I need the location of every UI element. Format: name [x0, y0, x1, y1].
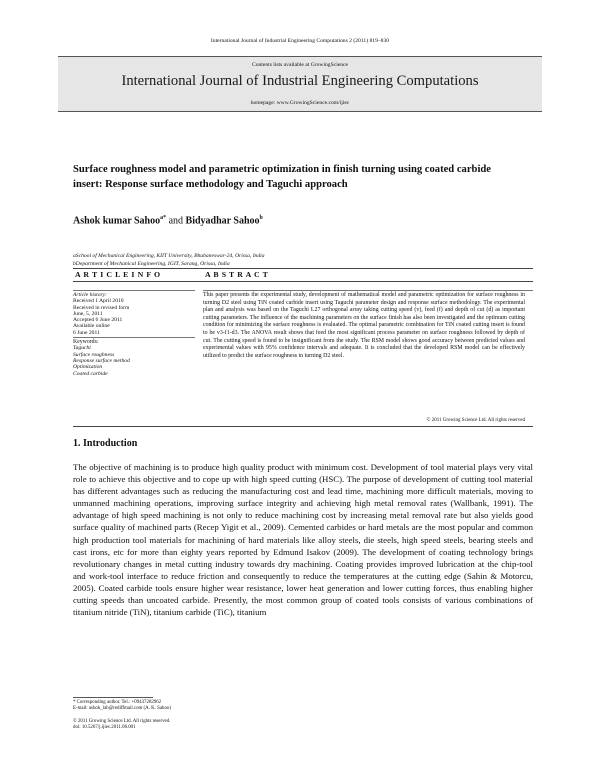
author-1-marker: a*: [160, 215, 167, 221]
paper-title-line-1: Surface roughness model and parametric optimization in finish turning using coated carbide: [73, 164, 491, 175]
divider: [203, 290, 533, 291]
history-line: Available online: [73, 323, 110, 330]
divider: [73, 426, 533, 427]
keywords-label: Keywords:: [73, 339, 99, 346]
article-history-label: Article history:: [73, 292, 108, 298]
keyword: Taguchi: [73, 345, 91, 352]
paper-title-line-2: insert: Response surface methodology and Taguchi approach: [73, 179, 348, 190]
authors: [73, 215, 263, 226]
article-info-heading: A R T I C L E I N F O: [75, 270, 161, 279]
doi-link[interactable]: doi: 10.5267/j.ijiec.2011.06.001: [73, 725, 136, 730]
abstract-heading: A B S T R A C T: [205, 270, 269, 279]
footnote-divider: [73, 697, 153, 698]
history-line: June, 5, 2011: [73, 310, 103, 317]
keyword: Coated carbide: [73, 370, 108, 377]
author-2: Bidyadhar Sahoo: [185, 215, 260, 227]
journal-homepage-link[interactable]: homepage: www.GrowingScience.com/ijiec: [250, 100, 350, 106]
divider: [73, 281, 533, 282]
author-1: Ashok kumar Sahoo: [73, 215, 161, 227]
history-line: Received 1 April 2010: [73, 298, 124, 305]
running-head: International Journal of Industrial Engineering Computations 2 (2011) 819–830: [210, 38, 390, 44]
abstract-copyright: © 2011 Growing Science Ltd. All rights reserved: [426, 418, 525, 423]
divider: [73, 337, 195, 338]
introduction-body: The objective of machining is to produce high quality product with minimum cost. Development of tool material plays very vital role to achieve this objective and to cope up with high speed cutting (HSC). The purpose of development of cutting tool material has different advantages such as reducing the manufacturing cost and lead time, machining more difficult materials, moving to unmanned machining operations, improving surface integrity and achieving high metal removal rates (Wallbank, 1991). The advantage of high speed machining is not only to reduce machining cost by increasing metal removal rate but also yields good surface quality of machined parts (Recep Yigit et al., 2009). Cemented carbides or hard metals are the most popular and common high production tool materials for machining of hard materials like alloy steels, die steels, high speed steels, bearing steels and cast irons, etc for more than eighty years reported by Edmund Isakov (2009). The development of coating technology brings revolutionary changes in metal cutting industry towards dry machining. Coating provides improved lubrication at the chip-tool and work-tool interface to reduce friction and consequently to reduce the temperatures at the cutting edge (Sahin & Motorcu, 2005). Coated carbide tools ensure higher wear resistance, lower heat generation and lower cutting forces, thus enabling higher cutting speeds than uncoated carbide. Presently, the most common group of coated tools consists of various combinations of titanium nitride (TiN), titanium carbide (TiC), titanium: [73, 462, 533, 618]
keyword: Response surface method: [73, 357, 130, 364]
abstract-text: This paper presents the experimental study, development of mathematical model and parametric optimization for surface roughness in turning D2 steel using TiN coated carbide insert using Taguchi parameter design and response surface methodology. The experimental plan and analysis was based on the Taguchi L27 orthogonal array taking cutting speed (v), feed (f) and depth of cut (d) as important cutting parameters. The influence of the machining parameters on the surface finish has also been investigated and the optimum cutting condition for minimizing the surface roughness is evaluated. The optimal parametric combination for TiN coated cutting insert is found to be v3-f1-d3. The ANOVA result shows that feed the most significant process parameter on surface roughness followed by depth of cut. The cutting speed is found to be insignificant from the study. The RSM model shows good accuracy between predicted values and experimental values with 95% confidence intervals and adequate. It is concluded that the developed RSM model can be effectively utilized to predict the surface roughness in turning D2 steel.: [203, 292, 525, 359]
authors-conjunction: and: [166, 215, 186, 227]
history-line: Received in revised form: [73, 304, 130, 311]
journal-title: International Journal of Industrial Engineering Computations: [121, 73, 479, 89]
section-heading-introduction: 1. Introduction: [73, 438, 138, 449]
author-email[interactable]: E-mail: ashok_lab@rediffmail.com (A. K. Sahoo): [73, 706, 171, 711]
affiliation-b: bDepartment of Mechanical Engineering, IGIT, Sarang, Orissa, India: [73, 261, 230, 267]
journal-banner: [58, 56, 542, 112]
keyword: Surface roughness: [73, 351, 115, 358]
keyword: Optimization: [73, 364, 103, 371]
history-line: 6 June 2011: [73, 329, 100, 336]
divider: [73, 290, 195, 291]
affiliation-a: aSchool of Mechanical Engineering, KIIT University, Bhubaneswar-24, Orissa, India: [73, 253, 265, 259]
divider: [73, 268, 533, 269]
paper-title: [73, 162, 533, 192]
article-info-panel: [73, 292, 195, 377]
author-2-marker: b: [259, 215, 263, 221]
contents-line: Contents lists available at GrowingScience: [251, 62, 348, 68]
footer-copyright: © 2011 Growing Science Ltd. All rights reserved.: [73, 719, 171, 724]
history-line: Accepted 6 June 2011: [73, 317, 123, 324]
corresponding-author-note: * Corresponding author. Tel.: +09437282962: [73, 700, 162, 705]
